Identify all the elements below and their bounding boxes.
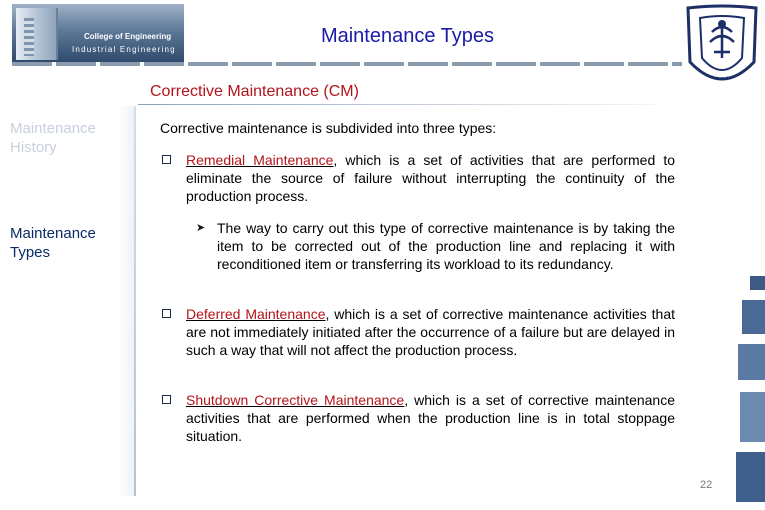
decorative-block: [738, 344, 765, 380]
remedial-paragraph: [186, 151, 675, 205]
page-number: 22: [700, 479, 713, 491]
intro-text: Corrective maintenance is subdivided into three types:: [160, 120, 497, 136]
shutdown-paragraph: [186, 391, 675, 445]
deferred-term: Deferred Maintenance: [186, 306, 326, 322]
remedial-sub-paragraph: The way to carry out this type of corrective maintenance is by taking the item to be corrected out of the production line and replacing it with reconditioned item or transferring its workload to its redundancy.: [217, 220, 675, 272]
square-bullet-icon: [162, 309, 171, 318]
decorative-block: [750, 276, 765, 290]
building-icon: [16, 8, 58, 60]
section-title: Corrective Maintenance (CM): [150, 83, 359, 100]
sidebar-item-maintenance-history[interactable]: Maintenance History: [10, 120, 96, 156]
sidebar-divider: [134, 106, 136, 496]
deferred-text: , which is a set of corrective maintenance activities that are not immediately initiated after the occurrence of a failure but are delayed in such a way that will not affect the production process.: [186, 306, 675, 358]
remedial-term: Remedial Maintenance: [186, 152, 334, 168]
page-title: Maintenance Types: [320, 25, 495, 47]
header-divider: [12, 62, 682, 66]
arrow-bullet-icon: ➤: [196, 222, 206, 234]
remedial-text: , which is a set of activities that are performed to eliminate the source of failure without interrupting the continuity of the production process.: [186, 152, 676, 204]
decorative-block: [742, 300, 765, 334]
square-bullet-icon: [162, 395, 171, 404]
shutdown-term: Shutdown Corrective Maintenance: [186, 392, 405, 408]
sidebar: [0, 106, 134, 496]
decorative-block: [736, 452, 765, 502]
logo-department-text: Industrial Engineering: [72, 45, 176, 54]
square-bullet-icon: [162, 155, 171, 164]
college-logo: [12, 4, 184, 62]
university-emblem-icon: [684, 2, 760, 98]
section-rule: [138, 104, 658, 105]
shutdown-text: , which is a set of corrective maintenance activities that are performed when the production line is in total stoppage situation.: [186, 392, 675, 444]
sidebar-item-maintenance-types[interactable]: Maintenance Types: [10, 225, 96, 261]
logo-college-text: College of Engineering: [84, 32, 172, 41]
deferred-paragraph: [186, 305, 675, 359]
decorative-block: [740, 392, 765, 442]
